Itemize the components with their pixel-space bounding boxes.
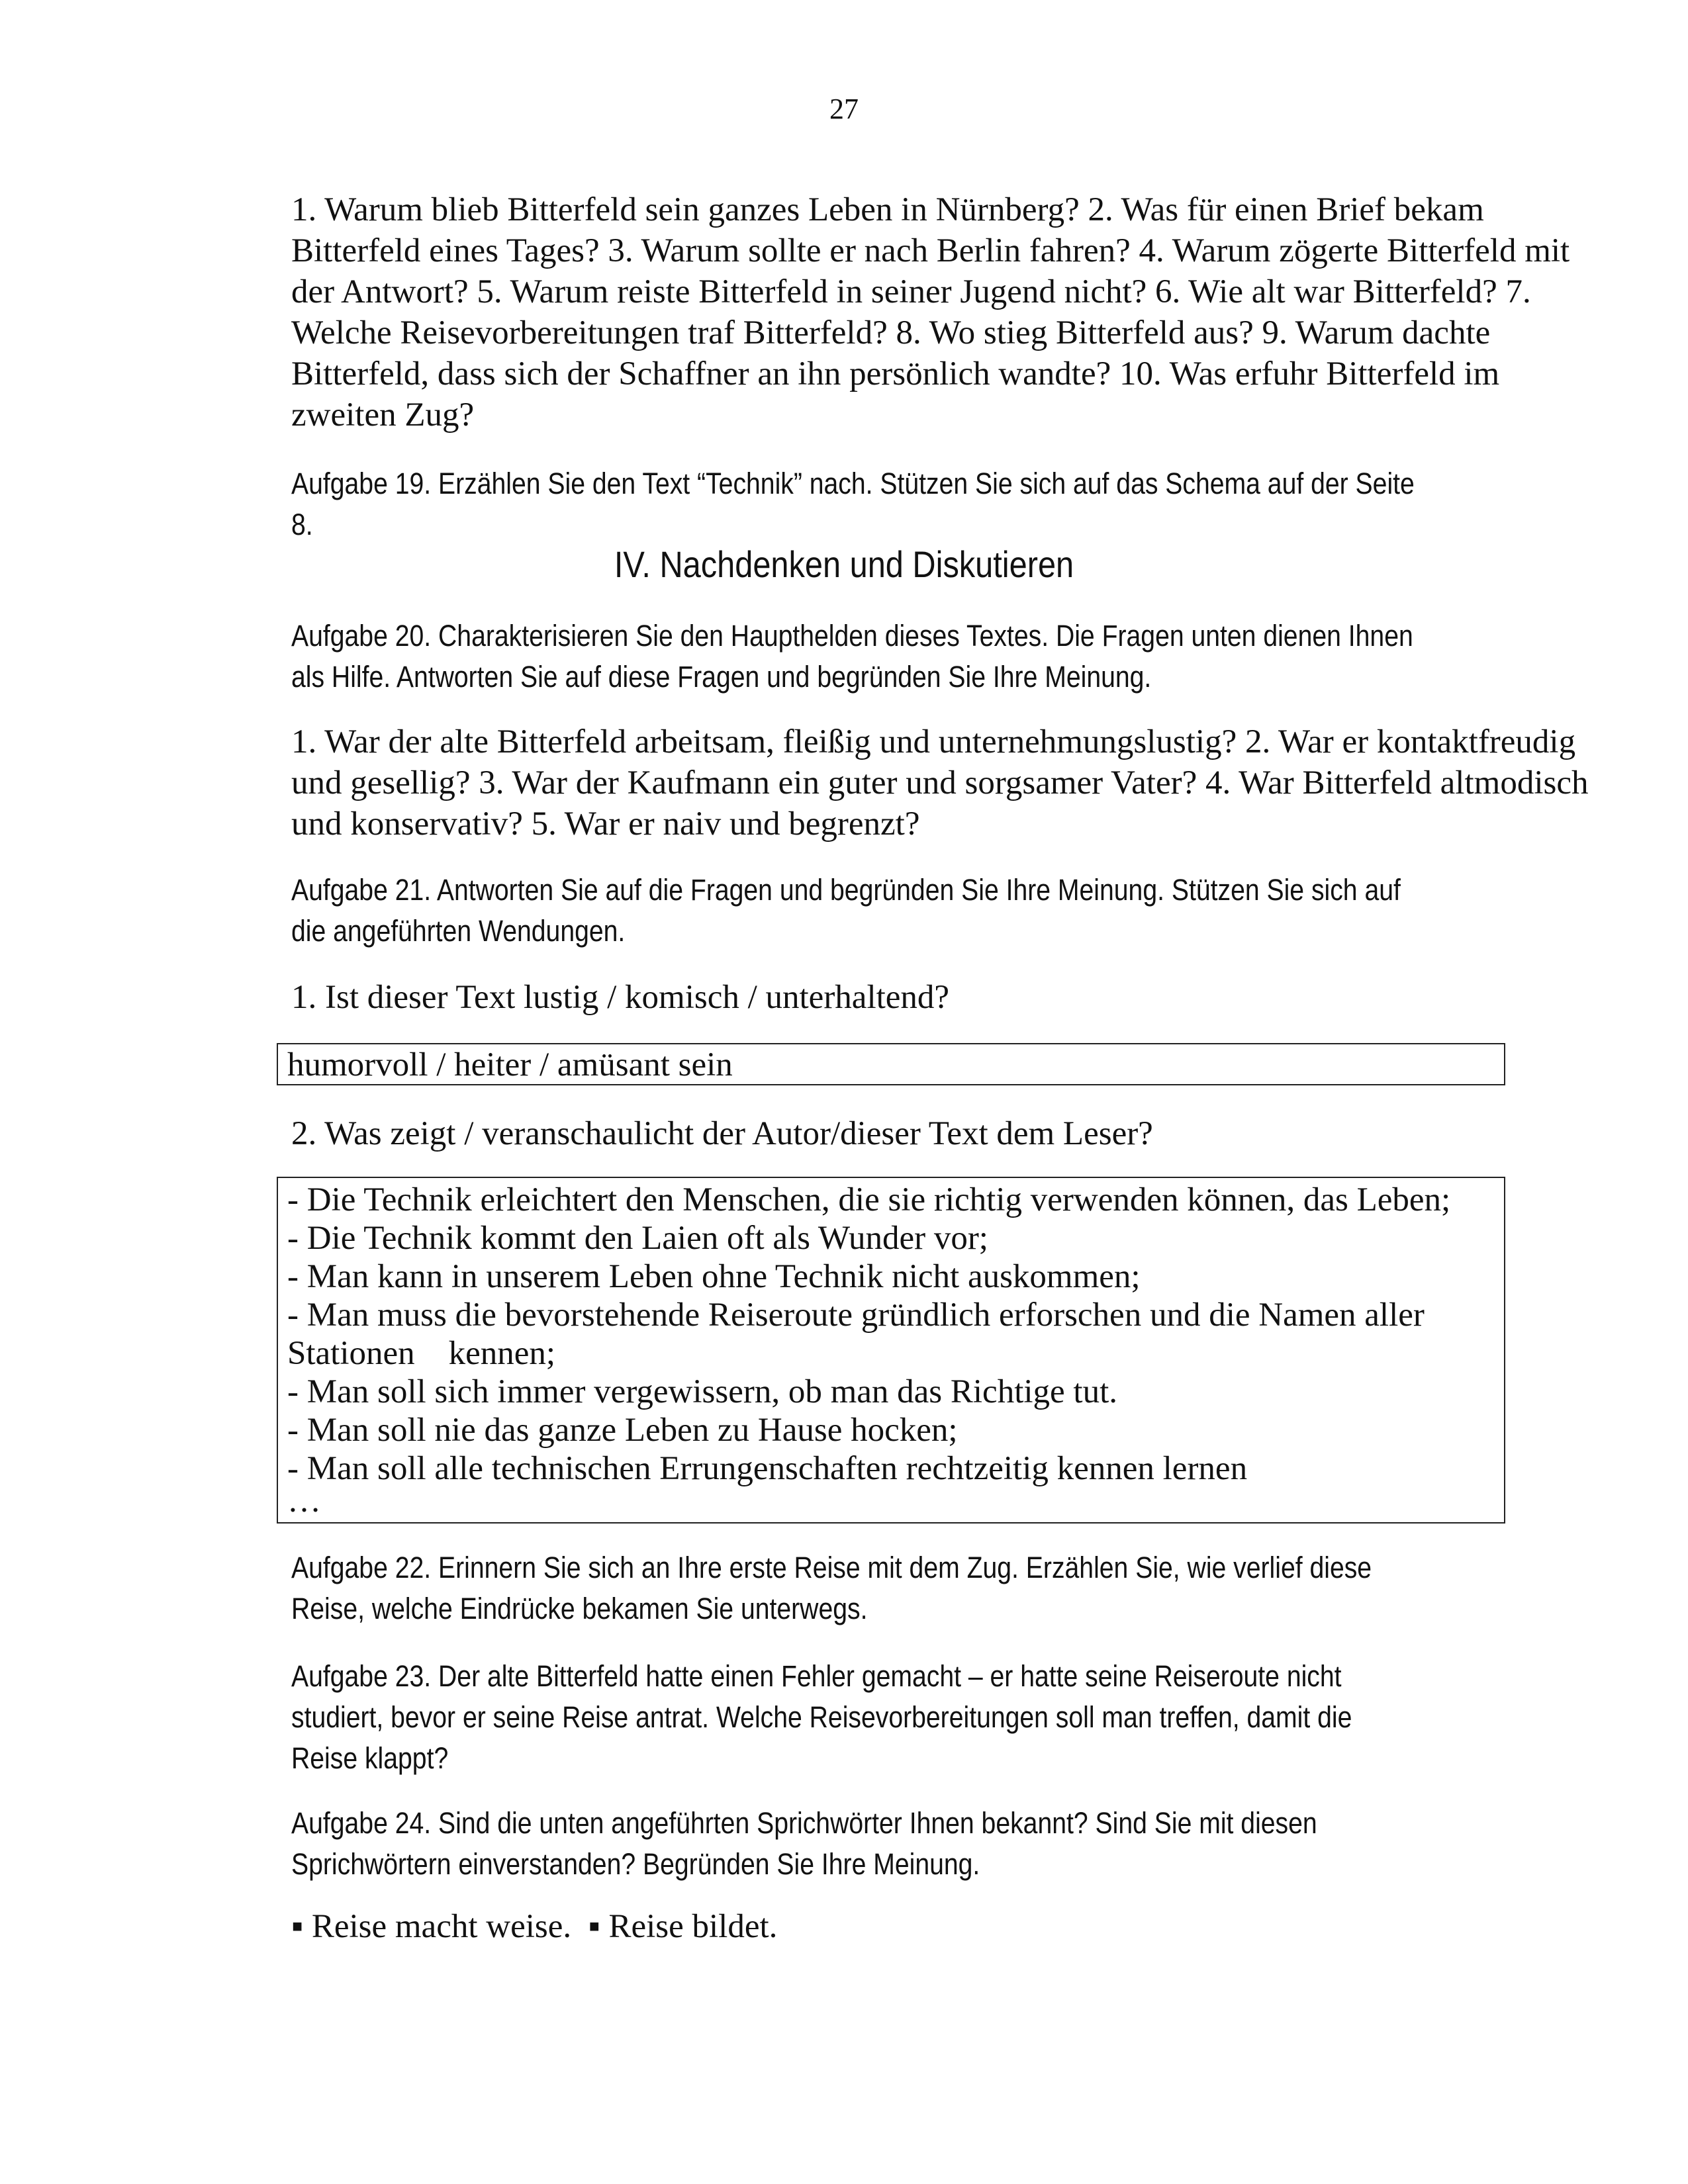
task-19: Aufgabe 19. Erzählen Sie den Text “Technik” nach. Stützen Sie sich auf das Schema auf der Seite 8.	[291, 467, 1415, 541]
phrase-box-2-line: - Die Technik kommt den Laien oft als Wunder vor;	[287, 1220, 988, 1257]
task-22: Aufgabe 22. Erinnern Sie sich an Ihre erste Reise mit dem Zug. Erzählen Sie, wie verlief diese Reise, welche Eindrücke bekamen Sie unterwegs.	[291, 1551, 1372, 1625]
questions-block-2: 1. War der alte Bitterfeld arbeitsam, fleißig und unternehmungslustig? 2. War er kontaktfreudig und gesellig? 3. War der Kaufmann ein guter und sorgsamer Vater? 4. War Bitterfeld altmodisch und konservativ? 5. War er naiv und begrenzt?	[291, 723, 1589, 842]
phrase-box-2-line: - Man soll nie das ganze Leben zu Hause hocken;	[287, 1412, 958, 1449]
proverbs	[291, 1906, 1589, 1947]
task-21-question-2: 2. Was zeigt / veranschaulicht der Autor/dieser Text dem Leser?	[291, 1115, 1153, 1152]
phrase-box-2-line: Stationen kennen;	[287, 1335, 556, 1372]
section-heading: IV. Nachdenken und Diskutieren	[614, 543, 1074, 585]
page-number: 27	[829, 93, 859, 125]
phrase-box-2	[277, 1177, 1505, 1524]
task-21-question-1: 1. Ist dieser Text lustig / komisch / unterhaltend?	[291, 979, 950, 1016]
phrase-box-2-line: - Man kann in unserem Leben ohne Technik nicht auskommen;	[287, 1258, 1141, 1295]
questions-block-1: 1. Warum blieb Bitterfeld sein ganzes Leben in Nürnberg? 2. Was für einen Brief bekam Bitterfeld eines Tages? 3. Warum sollte er nach Berlin fahren? 4. Warum zögerte Bitterfeld mit der Antwort? 5. Warum reiste Bitterfeld in seiner Jugend nicht? 6. Wie alt war Bitterfeld? 7. Welche Reisevorbereitungen traf Bitterfeld? 8. Wo stieg Bitterfeld aus? 9. Warum dachte Bitterfeld, dass sich der Schaffner an ihn persönlich wandte? 10. Was erfuhr Bitterfeld im zweiten Zug?	[291, 191, 1570, 433]
phrase-box-1-text: humorvoll / heiter / amüsant sein	[287, 1046, 733, 1083]
task-23: Aufgabe 23. Der alte Bitterfeld hatte einen Fehler gemacht – er hatte seine Reiseroute nicht studiert, bevor er seine Reise antrat. Welche Reisevorbereitungen soll man treffen, damit die Reise klappt?	[291, 1659, 1352, 1775]
phrase-box-2-line: …	[287, 1482, 321, 1520]
phrase-box-2-line: - Man soll sich immer vergewissern, ob man das Richtige tut.	[287, 1373, 1118, 1410]
task-20: Aufgabe 20. Charakterisieren Sie den Haupthelden dieses Textes. Die Fragen unten dienen Ihnen als Hilfe. Antworten Sie auf diese Fragen und begründen Sie Ihre Meinung.	[291, 619, 1413, 694]
task-24: Aufgabe 24. Sind die unten angeführten Sprichwörter Ihnen bekannt? Sind Sie mit diesen Sprichwörtern einverstanden? Begründen Sie Ihre Meinung.	[291, 1806, 1317, 1881]
phrase-box-1	[277, 1043, 1505, 1085]
proverb-1: ▪ Reise macht weise.	[291, 1908, 572, 1945]
phrase-box-2-line: - Man muss die bevorstehende Reiseroute gründlich erforschen und die Namen aller	[287, 1297, 1425, 1334]
phrase-box-2-line: - Man soll alle technischen Errungenschaften rechtzeitig kennen lernen	[287, 1450, 1248, 1487]
proverb-2: ▪ Reise bildet.	[588, 1908, 778, 1945]
task-21: Aufgabe 21. Antworten Sie auf die Fragen und begründen Sie Ihre Meinung. Stützen Sie sich auf die angeführten Wendungen.	[291, 873, 1401, 948]
phrase-box-2-line: - Die Technik erleichtert den Menschen, die sie richtig verwenden können, das Leben;	[287, 1181, 1451, 1218]
